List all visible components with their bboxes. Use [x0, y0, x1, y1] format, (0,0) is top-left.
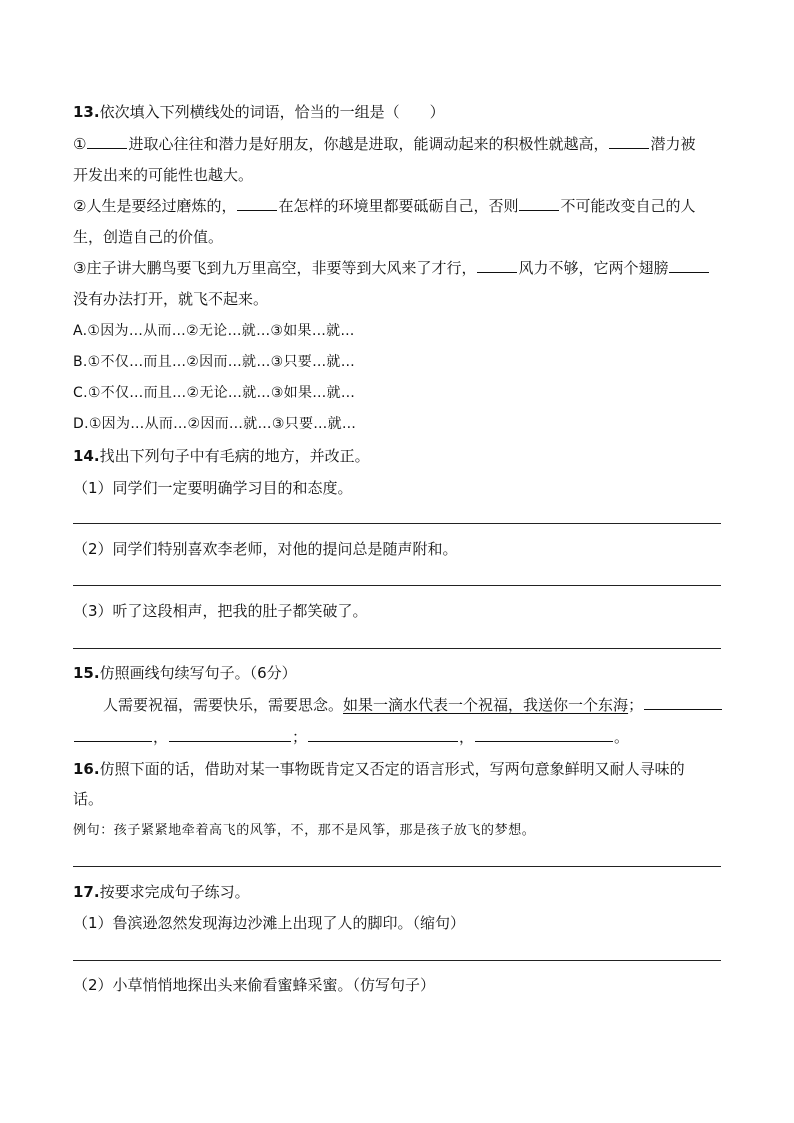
q13-s2-text-a: ②人生是要经过磨炼的， — [73, 197, 237, 215]
q15-blank-1[interactable] — [644, 695, 722, 710]
q13-s1-marker: ① — [73, 135, 87, 153]
q13-sentence-1-line-1 — [73, 134, 723, 154]
q17-answer-line-1[interactable] — [73, 960, 721, 961]
q14-item-3: （3）听了这段相声，把我的肚子都笑破了。 — [73, 602, 368, 620]
q13-sentence-3-line-2: 没有办法打开，就飞不起来。 — [73, 290, 269, 308]
q16-stem-line-2: 话。 — [73, 790, 104, 808]
q13-stem — [73, 102, 723, 122]
q13-s2-text-c: 不可能改变自己的人 — [560, 197, 696, 215]
q13-option-a[interactable]: A.①因为…从而…②无论…就…③如果…就… — [73, 323, 355, 339]
q15-comma-2: ， — [459, 728, 475, 746]
q15-semicolon: ； — [628, 696, 644, 714]
q16-stem — [73, 759, 723, 779]
q15-lead-text: 人需要祝福，需要快乐，需要思念。 — [103, 696, 344, 714]
q13-blank-3a — [477, 258, 517, 273]
q13-s3-text-a: ③庄子讲大鹏鸟要飞到九万里高空，非要等到大风来了才行， — [73, 259, 477, 277]
q13-blank-3b — [669, 258, 709, 273]
q15-continuation-line — [73, 727, 723, 747]
q17-stem — [73, 882, 723, 902]
q15-blank-4[interactable] — [308, 727, 458, 742]
q13-s3-text-b: 风力不够，它两个翅膀 — [518, 259, 669, 277]
q15-underlined-1: 如果一滴水代表一个祝福 — [343, 696, 509, 714]
q15-number: 15. — [73, 664, 100, 682]
q13-option-d[interactable]: D.①因为…从而…②因而…就…③只要…就… — [73, 416, 357, 432]
q14-answer-line-1[interactable] — [73, 523, 721, 524]
q15-blank-5[interactable] — [475, 727, 613, 742]
q13-sentence-1-line-2: 开发出来的可能性也越大。 — [73, 166, 254, 184]
q17-stem-text: 按要求完成句子练习。 — [99, 883, 250, 901]
q16-answer-line[interactable] — [73, 866, 721, 867]
q17-number: 17. — [73, 883, 100, 901]
q15-underlined-2: 我送你一个东海 — [523, 696, 629, 714]
q14-item-1: （1）同学们一定要明确学习目的和态度。 — [73, 479, 353, 497]
q14-stem — [73, 446, 723, 466]
q14-answer-line-2[interactable] — [73, 585, 721, 586]
q13-blank-1a — [87, 134, 127, 149]
q15-blank-2[interactable] — [74, 727, 152, 742]
q13-number: 13. — [73, 103, 100, 121]
q13-blank-1b — [609, 134, 649, 149]
q16-stem-text: 仿照下面的话，借助对某一事物既肯定又否定的语言形式，写两句意象鲜明又耐人寻味的 — [99, 760, 685, 778]
q13-option-c[interactable]: C.①不仅…而且…②无论…就…③如果…就… — [73, 385, 356, 401]
q15-blank-3[interactable] — [169, 727, 291, 742]
q13-s2-text-b: 在怎样的环境里都要砥砺自己，否则 — [278, 197, 519, 215]
q15-stem-text: 仿照画线句续写句子。（6分） — [99, 664, 297, 682]
q15-stem — [73, 663, 723, 683]
q13-sentence-3-line-1 — [73, 258, 723, 278]
q13-sentence-2-line-2: 生，创造自己的价值。 — [73, 228, 224, 246]
q15-semicolon-2: ； — [292, 728, 308, 746]
q14-stem-text: 找出下列句子中有毛病的地方，并改正。 — [99, 447, 370, 465]
q13-sentence-2-line-1 — [73, 196, 723, 216]
q15-period: 。 — [614, 728, 630, 746]
q13-s1-text: 进取心往往和潜力是好朋友，你越是进取，能调动起来的积极性就越高， — [128, 135, 609, 153]
q14-item-2: （2）同学们特别喜欢李老师，对他的提问总是随声附和。 — [73, 540, 458, 558]
q14-answer-line-3[interactable] — [73, 648, 721, 649]
q17-item-1: （1）鲁滨逊忽然发现海边沙滩上出现了人的脚印。（缩句） — [73, 914, 466, 932]
q13-blank-2a — [237, 196, 277, 211]
q14-number: 14. — [73, 447, 100, 465]
q15-prompt-line — [103, 695, 723, 715]
q15-underlined-comma: ， — [508, 696, 524, 714]
q13-option-b[interactable]: B.①不仅…而且…②因而…就…③只要…就… — [73, 354, 356, 370]
q16-number: 16. — [73, 760, 100, 778]
q13-blank-2b — [519, 196, 559, 211]
q15-comma-1: ， — [153, 728, 169, 746]
q17-item-2: （2）小草悄悄地探出头来偷看蜜蜂采蜜。（仿写句子） — [73, 976, 436, 994]
q13-s1-tail: 潜力被 — [650, 135, 696, 153]
q13-stem-text: 依次填入下列横线处的词语，恰当的一组是（ ） — [99, 103, 445, 121]
q16-example: 例句：孩子紧紧地牵着高飞的风筝，不，那不是风筝，那是孩子放飞的梦想。 — [73, 823, 536, 838]
